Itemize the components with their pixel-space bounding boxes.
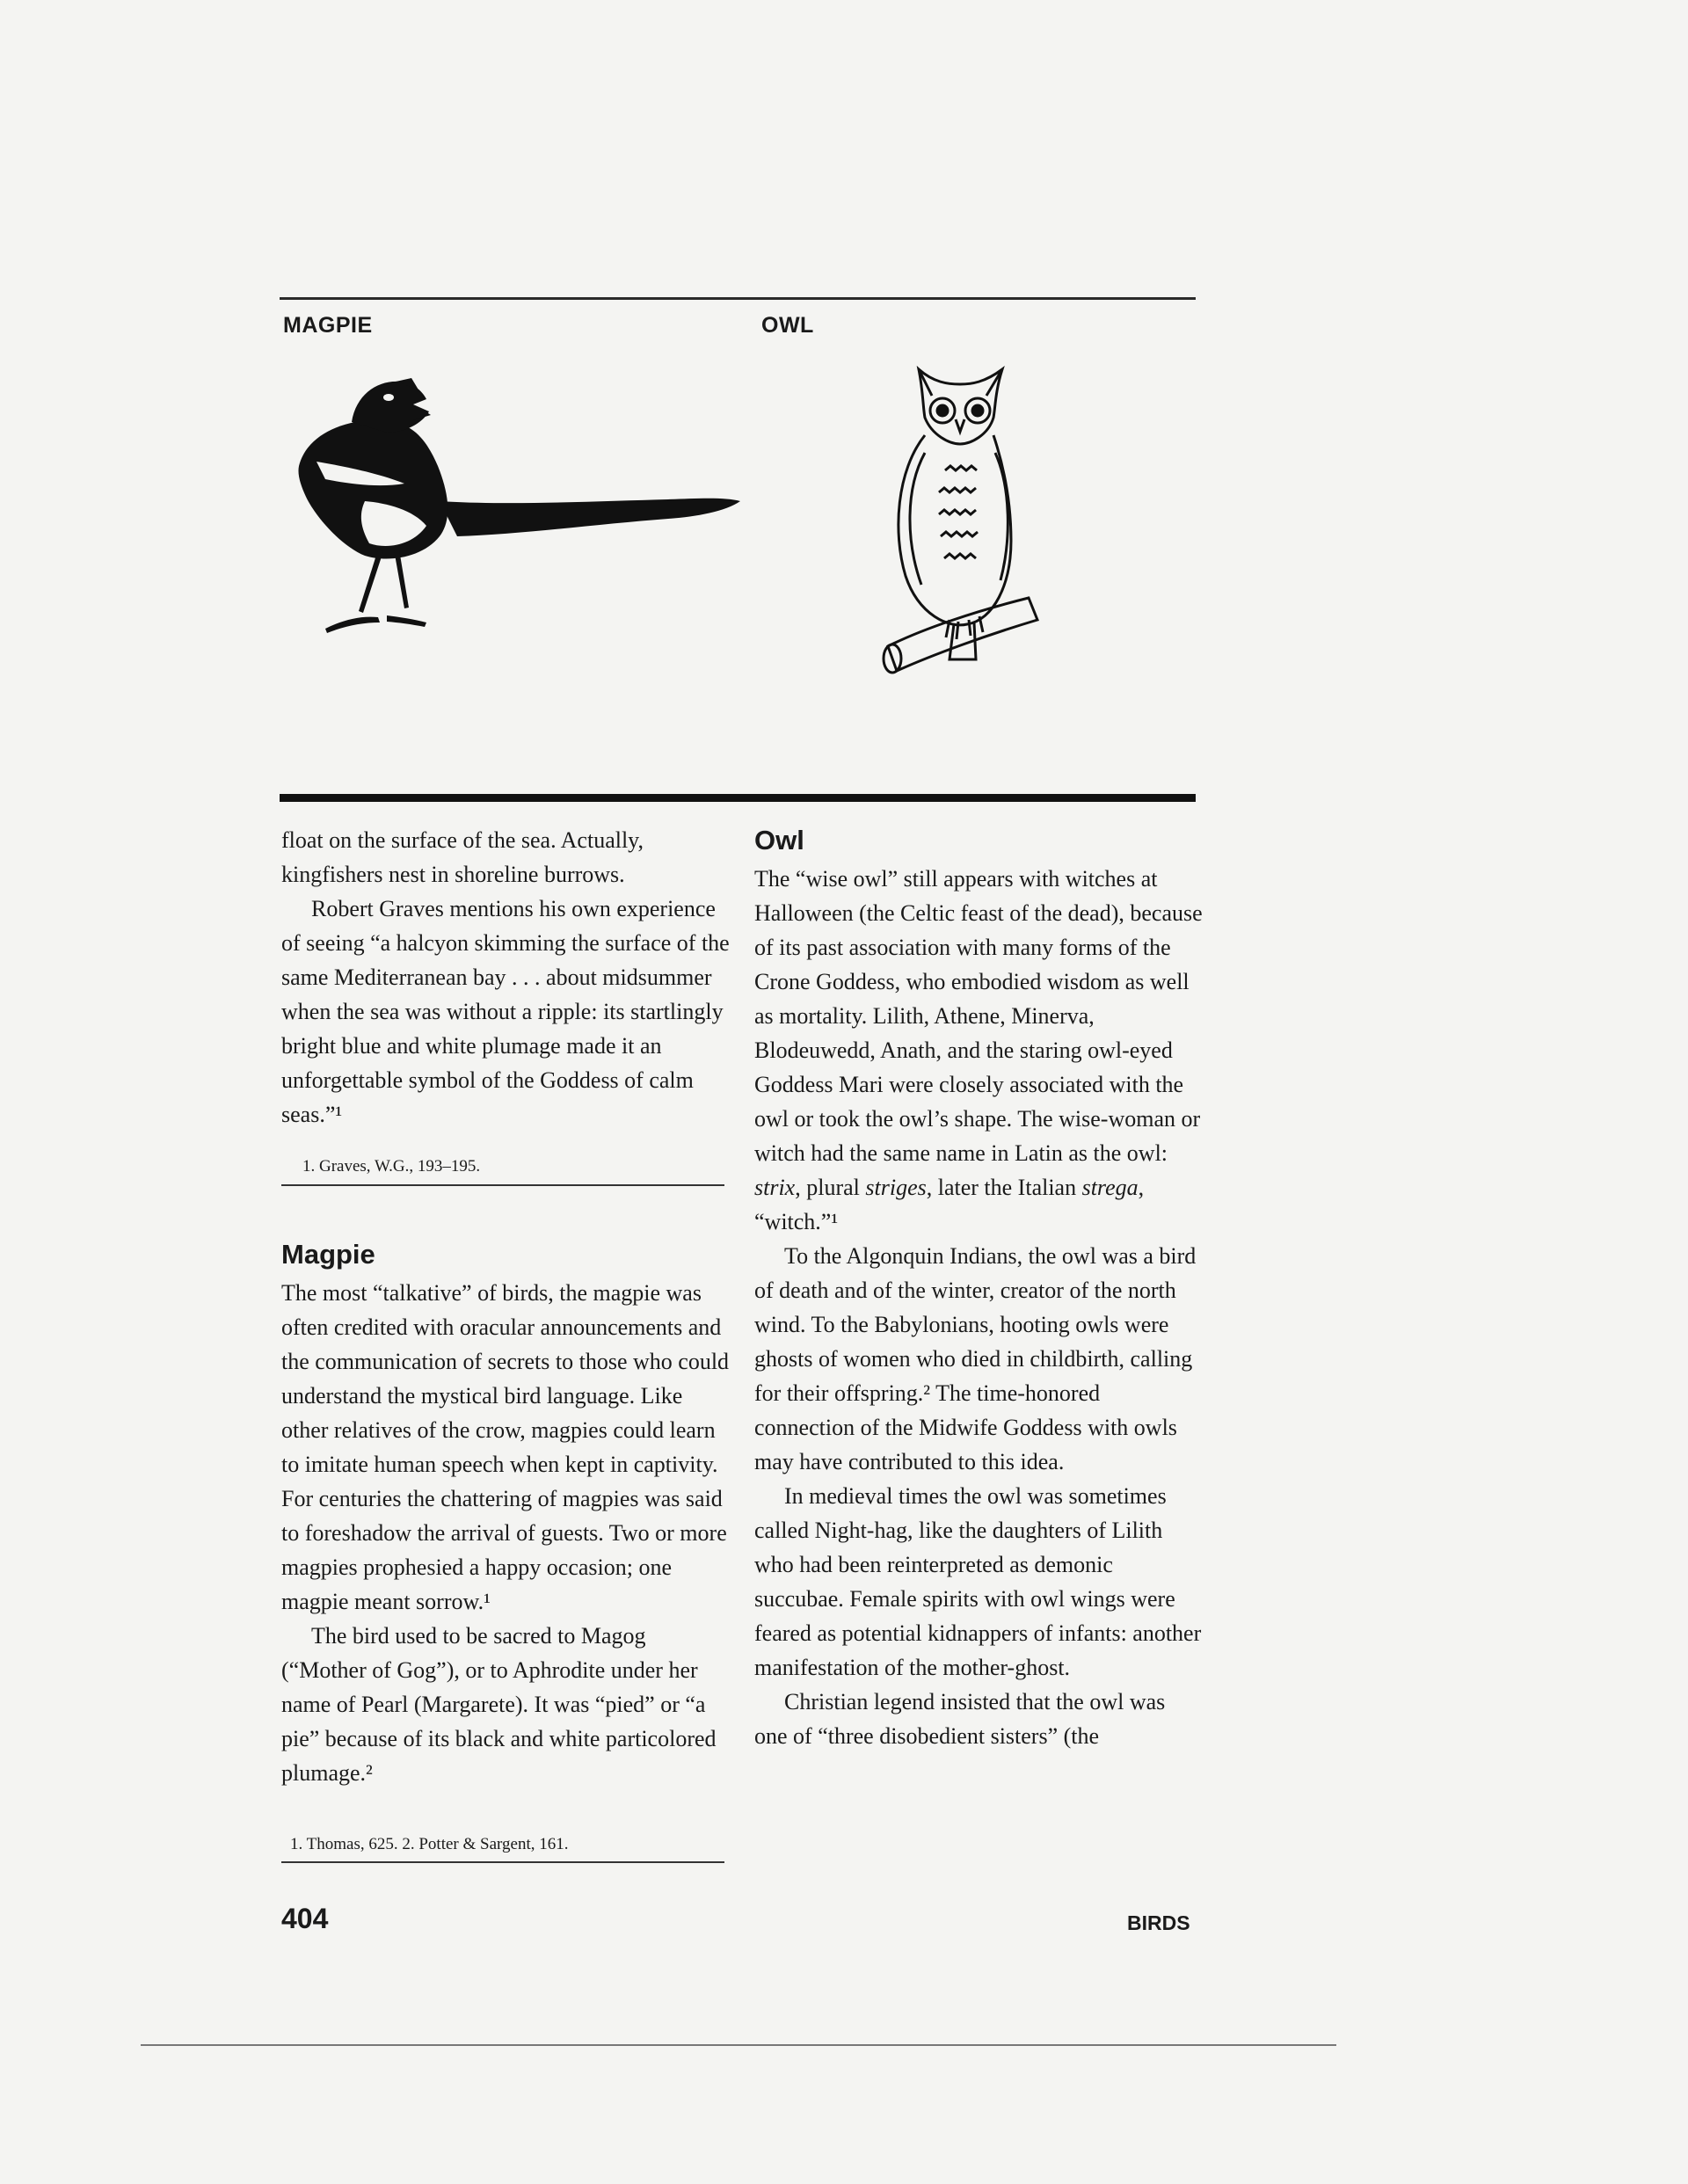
latin-term: strix (754, 1175, 796, 1200)
footnote-rule (281, 1861, 724, 1863)
latin-term: striges (865, 1175, 927, 1200)
owl-illustration-icon (870, 356, 1046, 695)
kingfisher-paragraph-2: Robert Graves mentions his own experience of seeing “a halcyon skimming the surface of the same Mediterranean bay . . . about midsummer when the sea was without a ripple: its startlingly bright blue and white plumage made it an unforgettable symbol of the Goddess of calm seas.”¹ (281, 896, 730, 1127)
running-head: BIRDS (1127, 1911, 1190, 1934)
section-divider (280, 794, 1196, 802)
owl-text: , “witch.”¹ (754, 1175, 1145, 1234)
owl-heading: Owl (754, 825, 804, 855)
top-rule (280, 297, 1196, 300)
magpie-footnotes: 1. Thomas, 625. 2. Potter & Sargent, 161. (290, 1835, 569, 1853)
owl-text: , later the Italian (926, 1175, 1082, 1200)
owl-paragraph-4: Christian legend insisted that the owl was one of “three disobedient sisters” (the (754, 1689, 1166, 1749)
owl-paragraph-2: To the Algonquin Indians, the owl was a bird of death and of the winter, creator of the north wind. To the Babylonians, hooting owls were ghosts of women who died in childbirth, calling for their offspring.² The time-honored connection of the Midwife Goddess with owls may have contributed to this idea. (754, 1243, 1197, 1474)
scan-edge-line (141, 2044, 1336, 2046)
magpie-paragraph-2: The bird used to be sacred to Magog (“Mother of Gog”), or to Aphrodite under her name of Pearl (Margarete). It was “pied” or “a pie” because of its black and white particolored plumage.² (281, 1623, 717, 1786)
kingfisher-paragraph-1: float on the surface of the sea. Actually, kingfishers nest in shoreline burrows. (281, 827, 644, 887)
owl-paragraph-3: In medieval times the owl was sometimes called Night-hag, like the daughters of Lilith who had been reinterpreted as demonic succubae. Female spirits with owl wings were feared as potential kidnappers of infants: another manifestation of the mother-ghost. (754, 1483, 1202, 1680)
magpie-entry (281, 1237, 731, 1790)
magpie-illustration-label: MAGPIE (283, 313, 373, 338)
italian-term: strega (1081, 1175, 1139, 1200)
owl-text: The “wise owl” still appears with witches at Halloween (the Celtic feast of the dead), because of its past association with many forms of the Crone Goddess, who embodied wisdom as well as mortality. Lilith, Athene, Minerva, Blodeuwedd, Anath, and the staring owl-eyed Goddess Mari were closely associated with the owl or took the owl’s shape. The wise-woman or witch had the same name in Latin as the owl: (754, 866, 1203, 1166)
magpie-heading: Magpie (281, 1239, 375, 1270)
magpie-paragraph-1: The most “talkative” of birds, the magpie was often credited with oracular announcements and the communication of secrets to those who could understand the mystical bird language. Like other relatives of the crow, magpies could learn to imitate human speech when kept in captivity. For centuries the chattering of magpies was said to foreshadow the arrival of guests. Two or more magpies prophesied a happy occasion; one magpie meant sorrow.¹ (281, 1280, 730, 1614)
footnote-rule (281, 1184, 724, 1186)
magpie-illustration-icon (281, 369, 756, 659)
page-number: 404 (281, 1903, 329, 1934)
owl-entry (754, 823, 1203, 1753)
kingfisher-footnote: 1. Graves, W.G., 193–195. (302, 1157, 481, 1176)
owl-paragraph-1 (754, 862, 1203, 1239)
owl-illustration-label: OWL (761, 313, 814, 338)
kingfisher-continuation (281, 823, 731, 1132)
owl-text: , plural (795, 1175, 866, 1200)
